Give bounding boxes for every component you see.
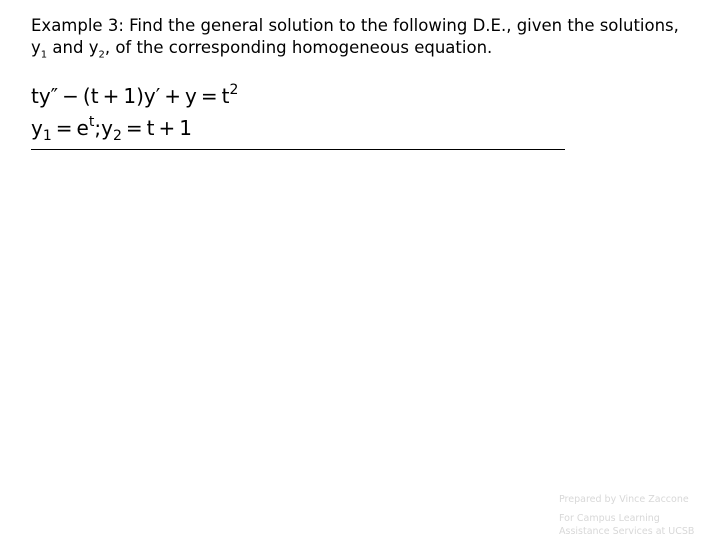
credit-line-1: Prepared by Vince Zaccone <box>559 494 689 505</box>
e-exponent: t <box>88 114 95 130</box>
e-base: e <box>76 116 89 140</box>
y2-base-eq: y <box>101 116 113 140</box>
y-term: y <box>185 84 197 108</box>
y1-sub-eq: 1 <box>42 128 52 144</box>
problem-statement <box>31 15 691 59</box>
rhs-one: 1 <box>179 116 192 140</box>
credit-line-2: For Campus Learning <box>559 513 660 524</box>
equals-sign: = <box>200 84 218 108</box>
rhs-base: t <box>221 84 230 108</box>
rhs-exponent: 2 <box>229 82 239 98</box>
equals-sign-2: = <box>125 116 143 140</box>
minus-sign: − <box>62 84 79 108</box>
paren-t: (t <box>82 84 99 108</box>
plus-sign-3: + <box>158 116 176 140</box>
problem-outro: , of the corresponding homogeneous equation. <box>104 38 493 57</box>
one-paren-y-prime: 1)y′ <box>123 84 161 108</box>
rhs-t: t <box>146 116 155 140</box>
given-solutions <box>31 112 238 144</box>
equals-sign-1: = <box>55 116 73 140</box>
problem-intro: Example 3: Find the general solution to the following D.E., given the solutions, <box>31 16 679 35</box>
y2-base: y <box>88 38 99 57</box>
y2-sub-eq: 2 <box>112 128 122 144</box>
credit-line-3: Assistance Services at UCSB <box>559 526 695 537</box>
y1-subscript: 1 <box>40 49 48 61</box>
y1-label <box>31 38 48 61</box>
ty-double-prime: ty″ <box>31 84 59 108</box>
and-word: and <box>52 38 84 57</box>
y1-base-eq: y <box>31 116 43 140</box>
plus-sign-2: + <box>164 84 182 108</box>
y2-subscript: 2 <box>98 49 105 61</box>
y2-label <box>88 38 105 61</box>
equations-block <box>31 80 238 144</box>
credits-footer <box>559 493 719 538</box>
plus-sign: + <box>102 84 120 108</box>
differential-equation <box>31 80 238 112</box>
horizontal-divider <box>31 149 565 150</box>
separator: ; <box>94 116 102 140</box>
y1-base: y <box>31 38 41 57</box>
